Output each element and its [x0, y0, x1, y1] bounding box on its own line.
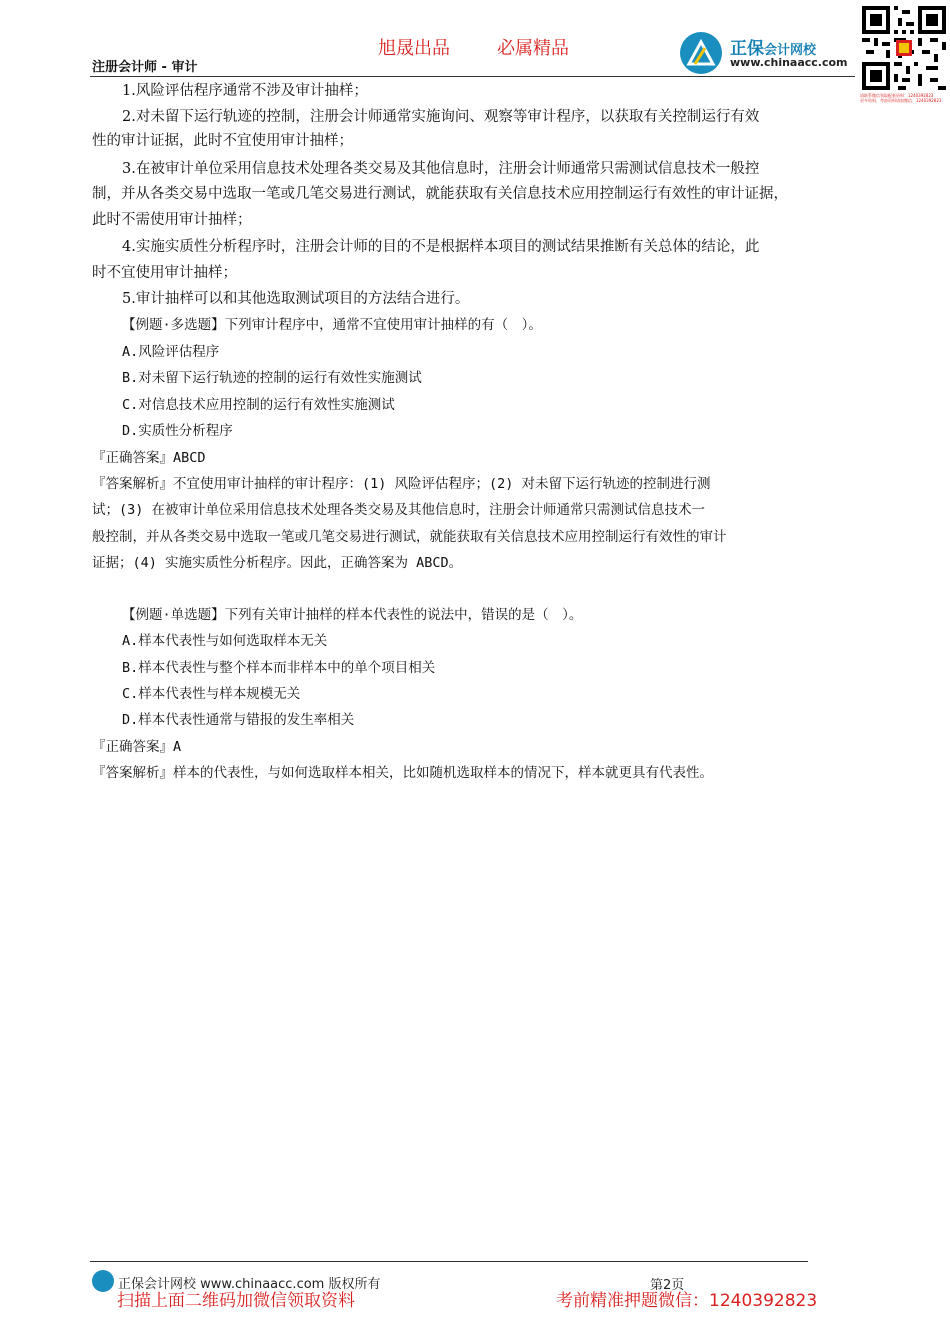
- answer-analysis: 证据；(4) 实施实质性分析程序。因此，正确答案为 ABCD。: [92, 555, 463, 571]
- course-label: 注册会计师 - 审计: [92, 60, 198, 75]
- correct-answer: 『正确答案』A: [92, 739, 182, 755]
- slogan-right: 必属精品: [497, 38, 569, 59]
- answer-analysis: 『答案解析』样本的代表性，与如何选取样本相关，比如随机选取样本的情况下，样本就更具有代表性。: [92, 765, 713, 781]
- correct-answer: 『正确答案』ABCD: [92, 450, 206, 466]
- page-number: 第2页: [650, 1278, 685, 1293]
- question-option: D.样本代表性通常与错报的发生率相关: [122, 712, 355, 728]
- chinaacc-logo: [680, 32, 855, 74]
- question-stem: 【例题·单选题】下列有关审计抽样的样本代表性的说法中，错误的是（ ）。: [122, 607, 583, 623]
- logo-name: 正保会计网校: [730, 39, 817, 59]
- question-option: C.对信息技术应用控制的运行有效性实施测试: [122, 397, 395, 413]
- body-line: 性的审计证据，此时不宜使用审计抽样；: [92, 133, 353, 149]
- body-line: 制，并从各类交易中选取一笔或几笔交易进行测试，就能获取有关信息技术应用控制运行有效性的审计证据，: [92, 186, 788, 202]
- body-line: 4.实施实质性分析程序时，注册会计师的目的不是根据样本项目的测试结果推断有关总体的结论，此: [122, 239, 760, 255]
- question-option: D.实质性分析程序: [122, 423, 233, 439]
- question-stem: 【例题·多选题】下列审计程序中，通常不宜使用审计抽样的有（ ）。: [122, 317, 542, 333]
- body-line: 3.在被审计单位采用信息技术处理各类交易及其他信息时，注册会计师通常只需测试信息技术一般控: [122, 161, 760, 177]
- question-option: C.样本代表性与样本规模无关: [122, 686, 301, 702]
- body-line: 2.对未留下运行轨迹的控制，注册会计师通常实施询问、观察等审计程序，以获取有关控制运行有效: [122, 109, 760, 125]
- qr-note: 请联系微信领取配套资料：1240392823 更多资料，考前资料请加微信：1240392823: [860, 93, 942, 103]
- answer-analysis: 试；(3) 在被审计单位采用信息技术处理各类交易及其他信息时，注册会计师通常只需测试信息技术一: [92, 502, 706, 518]
- footer-logo-icon: [92, 1270, 114, 1292]
- qr-code-icon[interactable]: [862, 6, 946, 90]
- promo-wechat: 考前精准押题微信：1240392823: [556, 1291, 818, 1311]
- logo-emblem-icon: [680, 32, 722, 74]
- promo-scan-qr: 扫描上面二维码加微信领取资料: [117, 1291, 355, 1311]
- header-divider: [90, 76, 855, 77]
- body-line: 时不宜使用审计抽样；: [92, 265, 237, 281]
- logo-url: www.chinaacc.com: [730, 56, 848, 69]
- answer-analysis: 『答案解析』不宜使用审计抽样的审计程序：(1) 风险评估程序；(2) 对未留下运行轨迹的控制进行测: [92, 476, 711, 492]
- question-option: B.对未留下运行轨迹的控制的运行有效性实施测试: [122, 370, 422, 386]
- footer-divider: [90, 1261, 808, 1262]
- question-option: B.样本代表性与整个样本而非样本中的单个项目相关: [122, 660, 436, 676]
- answer-analysis: 般控制，并从各类交易中选取一笔或几笔交易进行测试，就能获取有关信息技术应用控制运行有效性的审计: [92, 529, 727, 545]
- footer-copyright: 正保会计网校 www.chinaacc.com 版权所有: [118, 1277, 381, 1292]
- body-line: 此时不需使用审计抽样；: [92, 212, 252, 228]
- slogan-left: 旭晟出品: [378, 38, 450, 59]
- question-option: A.风险评估程序: [122, 344, 220, 360]
- body-line: 1.风险评估程序通常不涉及审计抽样；: [122, 83, 368, 99]
- question-option: A.样本代表性与如何选取样本无关: [122, 633, 328, 649]
- body-line: 5.审计抽样可以和其他选取测试项目的方法结合进行。: [122, 291, 470, 307]
